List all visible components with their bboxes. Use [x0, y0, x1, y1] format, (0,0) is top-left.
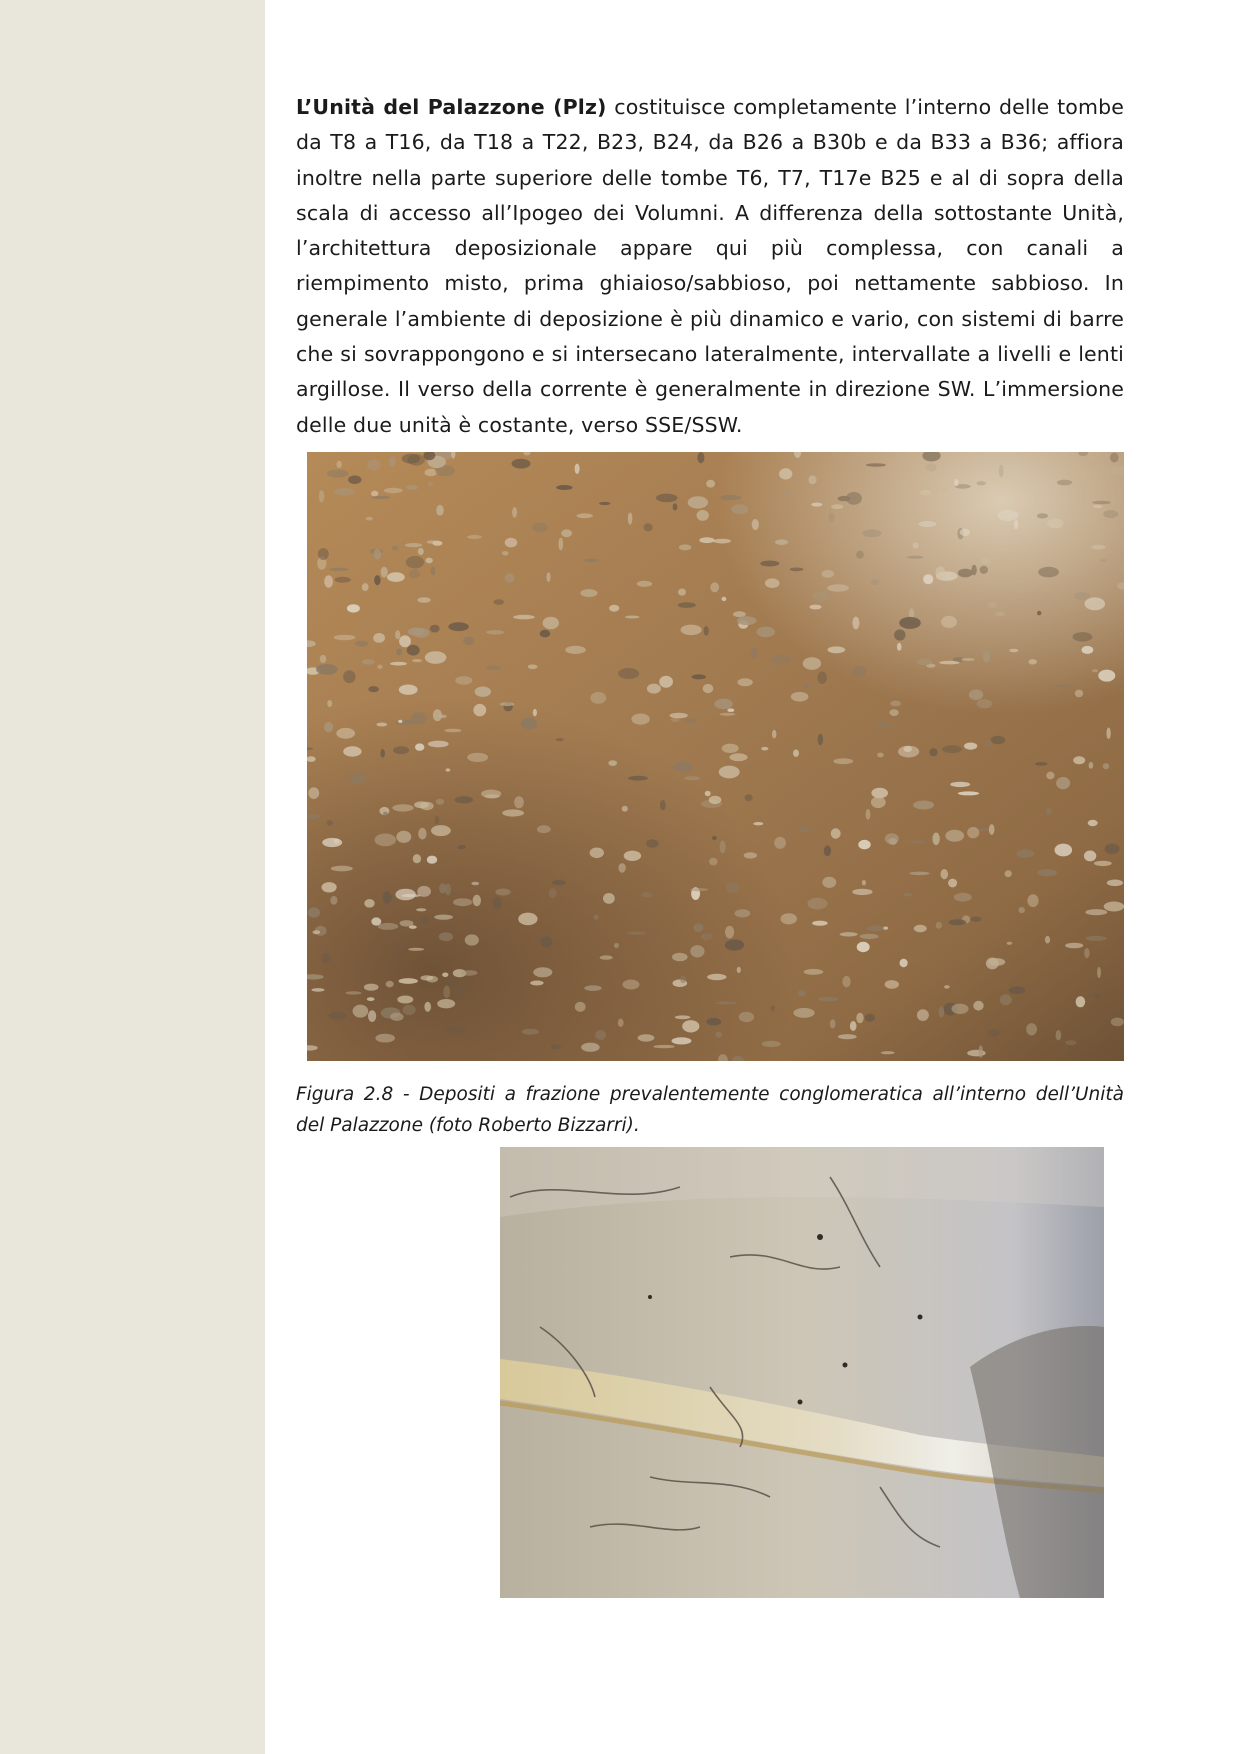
unit-heading: L’Unità del Palazzone (Plz)	[296, 95, 607, 119]
sandstone-layer-photo	[500, 1147, 1104, 1598]
figure-caption: Figura 2.8 - Depositi a frazione prevalentemente conglomeratica all’interno dell’Unità del Palazzone (foto Roberto Bizzarri).	[296, 1084, 1124, 1136]
page-side-band	[0, 0, 265, 1754]
paragraph-text: costituisce completamente l’interno delle tombe da T8 a T16, da T18 a T22, B23, B24, da B26 a B30b e da B33 a B36; affiora inoltre nella parte superiore delle tombe T6, T7, T17e B25 e al di sopra della scala di accesso all’Ipogeo dei Volumni. A differenza della sottostante Unità, l’architettura deposizionale appare qui più complessa, con canali a riempimento misto, prima ghiaioso/sabbioso, poi nettamente sabbioso. In generale l’ambiente di deposizione è più dinamico e vario, con sistemi di barre che si sovrappongono e si intersecano lateralmente, intervallate a livelli e lenti argillose. Il verso della corrente è generalmente in direzione SW. L’immersione delle due unità è costante, verso SSE/SSW.	[296, 95, 1124, 437]
conglomerate-deposit-photo	[307, 452, 1124, 1061]
body-paragraph	[296, 90, 1124, 443]
